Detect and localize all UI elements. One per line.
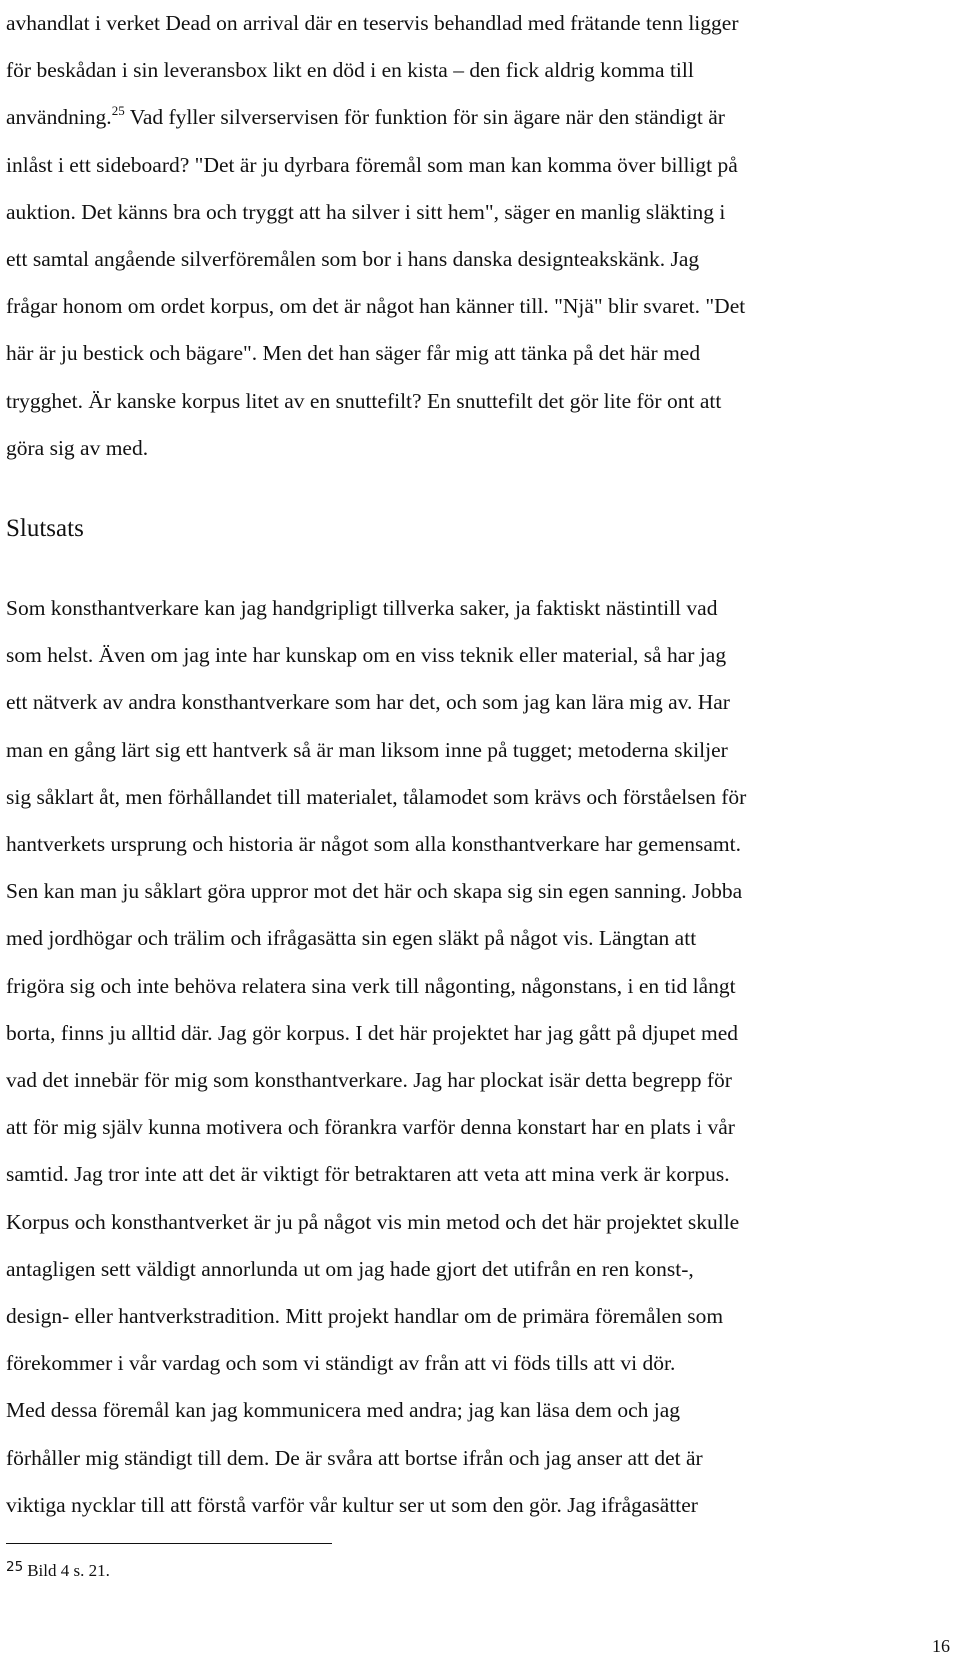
text-line: man en gång lärt sig ett hantverk så är man liksom inne på tugget; metoderna skiljer bbox=[6, 737, 728, 762]
text-segment: användning. bbox=[6, 105, 112, 130]
footnote-reference[interactable]: 25 bbox=[111, 103, 125, 119]
text-line: ett nätverk av andra konsthantverkare som har det, och som jag kan lära mig av. Har bbox=[6, 690, 730, 715]
text-line: auktion. Det känns bra och tryggt att ha silver i sitt hem", säger en manlig släkting i bbox=[6, 199, 726, 224]
text-line: förekommer i vår vardag och som vi ständigt av från att vi föds tills att vi dör. bbox=[6, 1351, 676, 1376]
text-line: inlåst i ett sideboard? "Det är ju dyrbara föremål som man kan komma över billigt på bbox=[6, 152, 738, 177]
text-line: för beskådan i sin leveransbox likt en död i en kista – den fick aldrig komma till bbox=[6, 58, 694, 83]
page-number: 16 bbox=[932, 1636, 950, 1656]
section-heading: Slutsats bbox=[6, 515, 84, 542]
text-line: vad det innebär för mig som konsthantverkare. Jag har plockat isär detta begrepp för bbox=[6, 1068, 732, 1093]
text-line: borta, finns ju alltid där. Jag gör korpus. I det här projektet har jag gått på djupet med bbox=[6, 1020, 738, 1045]
footnote-divider bbox=[6, 1543, 332, 1544]
text-line: antagligen sett väldigt annorlunda ut om jag hade gjort det utifrån en ren konst-, bbox=[6, 1256, 694, 1281]
text-line: ett samtal angående silverföremålen som bor i hans danska designteakskänk. Jag bbox=[6, 247, 700, 272]
text-line: Med dessa föremål kan jag kommunicera med andra; jag kan läsa dem och jag bbox=[6, 1398, 681, 1423]
intro-paragraph bbox=[6, 0, 946, 472]
text-line: med jordhögar och trälim och ifrågasätta sin egen släkt på något vis. Längtan att bbox=[6, 926, 697, 951]
text-line bbox=[6, 94, 946, 141]
text-line: Som konsthantverkare kan jag handgripligt tillverka saker, ja faktiskt nästintill vad bbox=[6, 596, 718, 620]
text-line: samtid. Jag tror inte att det är viktigt för betraktaren att veta att mina verk är korpus. bbox=[6, 1162, 730, 1187]
text-line: frågar honom om ordet korpus, om det är något han känner till. "Njä" blir svaret. "Det bbox=[6, 294, 746, 319]
text-line: sig såklart åt, men förhållandet till materialet, tålamodet som krävs och förståelsen för bbox=[6, 784, 747, 809]
conclusion-paragraph bbox=[6, 585, 946, 1529]
text-line: hantverkets ursprung och historia är något som alla konsthantverkare har gemensamt. bbox=[6, 832, 741, 857]
text-segment: Vad fyller silverservisen för funktion för sin ägare när den ständigt är bbox=[129, 105, 725, 130]
text-line: trygghet. Är kanske korpus litet av en snuttefilt? En snuttefilt det gör lite för ont att bbox=[6, 388, 722, 413]
text-line: göra sig av med. bbox=[6, 435, 149, 460]
text-line: viktiga nycklar till att förstå varför vår kultur ser ut som den gör. Jag ifrågasätter bbox=[6, 1492, 698, 1517]
footnote-text: Bild 4 s. 21. bbox=[27, 1561, 110, 1580]
text-line: förhåller mig ständigt till dem. De är svåra att bortse ifrån och jag anser att det är bbox=[6, 1445, 703, 1470]
text-line: som helst. Även om jag inte har kunskap om en viss teknik eller material, så har jag bbox=[6, 643, 727, 668]
text-line: frigöra sig och inte behöva relatera sina verk till någonting, någonstans, i en tid långt bbox=[6, 973, 736, 998]
text-line: här är ju bestick och bägare". Men det han säger får mig att tänka på det här med bbox=[6, 341, 701, 366]
text-line: design- eller hantverkstradition. Mitt projekt handlar om de primära föremålen som bbox=[6, 1304, 724, 1329]
text-line: Korpus och konsthantverket är ju på något vis min metod och det här projektet skulle bbox=[6, 1209, 740, 1234]
text-line: att för mig själv kunna motivera och förankra varför denna konstart har en plats i vår bbox=[6, 1115, 735, 1140]
footnote bbox=[6, 1556, 110, 1582]
text-line: Sen kan man ju såklart göra uppror mot det här och skapa sig sin egen sanning. Jobba bbox=[6, 879, 743, 904]
footnote-number: 25 bbox=[6, 1559, 24, 1575]
text-line: avhandlat i verket Dead on arrival där en teservis behandlad med frätande tenn ligger bbox=[6, 11, 739, 35]
